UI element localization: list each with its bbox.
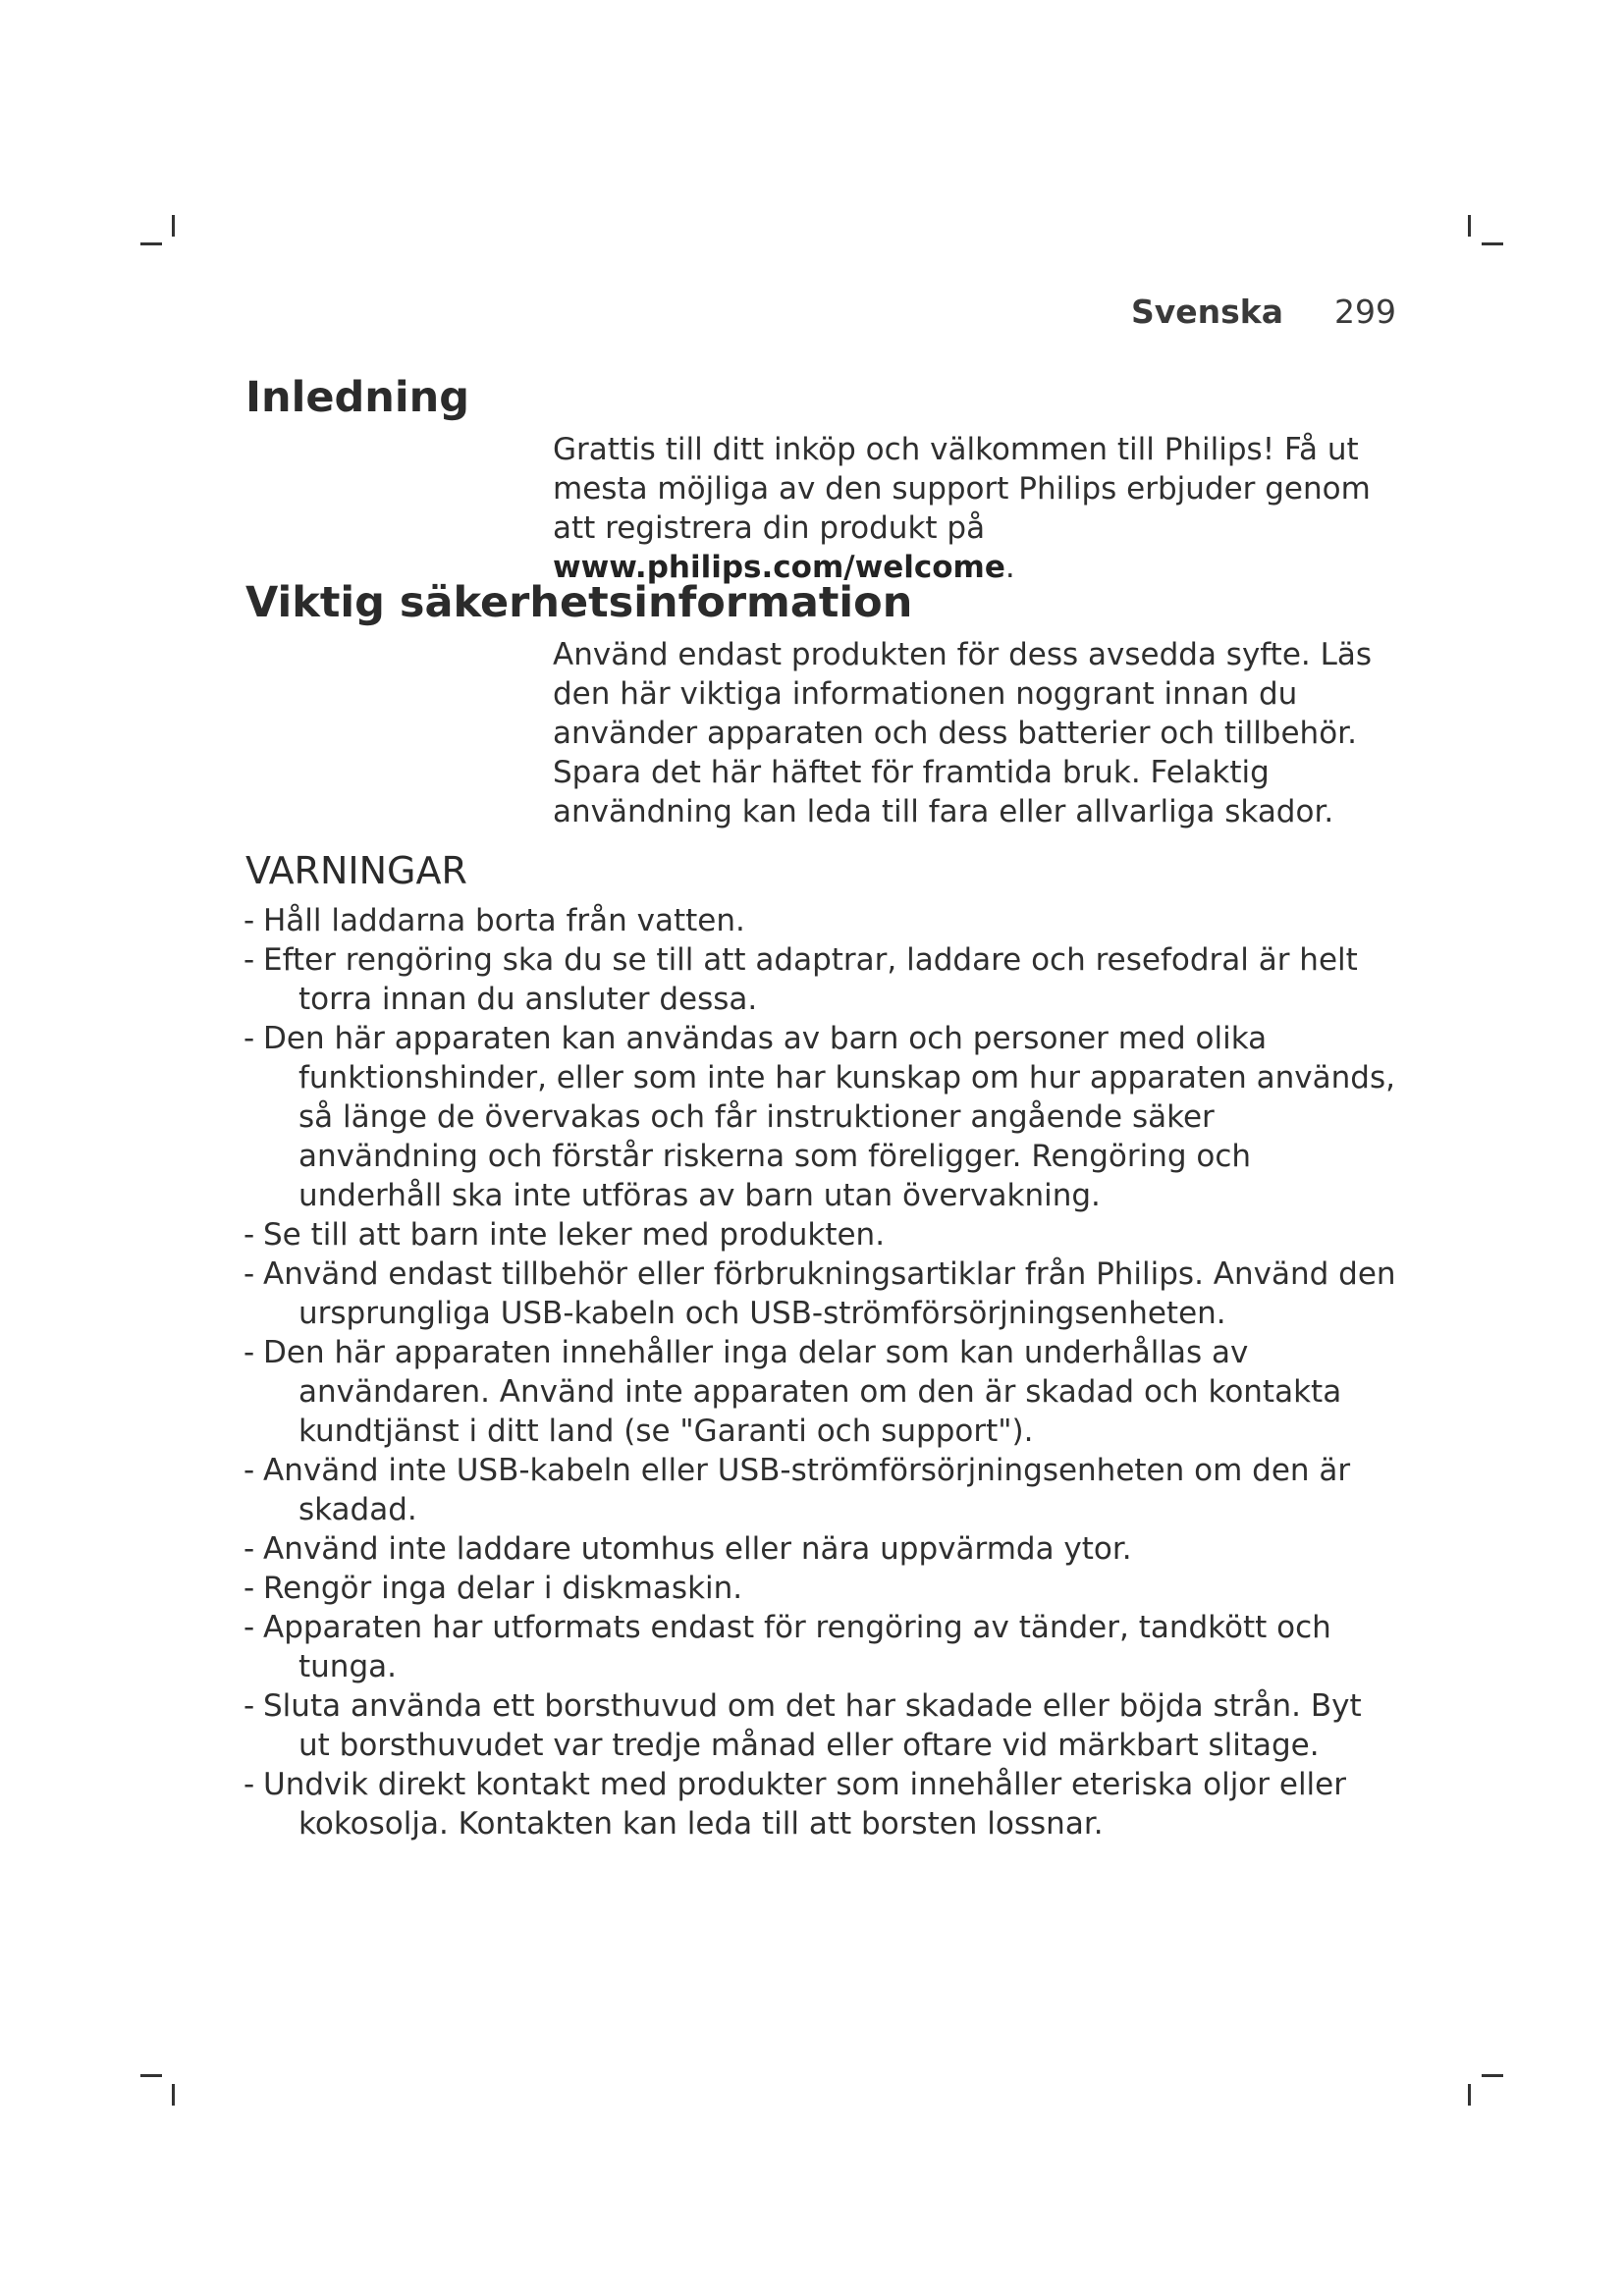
bullet-dash: -	[244, 1335, 255, 1370]
list-item: - Apparaten har utformats endast för rengöring av tänder, tandkött och tunga.	[244, 1610, 1331, 1684]
list-item: - Använd inte USB-kabeln eller USB-strömförsörjningsenheten om den är skadad.	[244, 1453, 1351, 1527]
intro-heading: Inledning	[245, 373, 470, 422]
intro-paragraph	[553, 430, 1407, 587]
crop-mark	[1482, 242, 1503, 245]
welcome-link[interactable]: www.philips.com/welcome	[553, 550, 1005, 585]
list-item: - Sluta använda ett borsthuvud om det har skadade eller böjda strån. Byt ut borsthuvudet var tredje månad eller oftare vid märkbart slitage.	[244, 1688, 1362, 1763]
page-number: 299	[1334, 293, 1396, 331]
warnings-heading: VARNINGAR	[245, 849, 467, 892]
crop-mark	[1468, 215, 1471, 237]
bullet-dash: -	[244, 1531, 255, 1567]
bullet-dash: -	[244, 1217, 255, 1253]
crop-mark	[172, 2084, 175, 2106]
list-item: - Den här apparaten kan användas av barn och personer med olika funktionshinder, eller som inte har kunskap om hur apparaten används, så länge de övervakas och får instruktioner angående säker användning och förstår riskerna som föreligger. Rengöring och underhåll ska inte utföras av barn utan övervakning.	[244, 1021, 1395, 1213]
list-item: - Undvik direkt kontakt med produkter som innehåller eteriska oljor eller kokosolja. Kontakten kan leda till att borsten lossnar.	[244, 1767, 1346, 1842]
crop-mark	[140, 2074, 162, 2077]
bullet-dash: -	[244, 942, 255, 978]
warnings-list	[244, 901, 1402, 1843]
list-item: - Den här apparaten innehåller inga delar som kan underhållas av användaren. Använd inte apparaten om den är skadad och kontakta kundtjänst i ditt land (se "Garanti och support").	[244, 1335, 1342, 1449]
list-item: - Se till att barn inte leker med produkten.	[244, 1217, 886, 1253]
language-label: Svenska	[1130, 293, 1283, 331]
intro-text: Grattis till ditt inköp och välkommen till Philips! Få ut mesta möjliga av den support Philips erbjuder genom att registrera din produkt på	[553, 432, 1371, 546]
bullet-dash: -	[244, 1021, 255, 1056]
bullet-dash: -	[244, 1453, 255, 1488]
crop-mark	[1482, 2074, 1503, 2077]
safety-paragraph: Använd endast produkten för dess avsedda syfte. Läs den här viktiga informationen noggrant innan du använder apparaten och dess batterier och tillbehör. Spara det här häftet för framtida bruk. Felaktig användning kan leda till fara eller allvarliga skador.	[553, 637, 1373, 829]
intro-text-end: .	[1004, 550, 1015, 585]
bullet-dash: -	[244, 1688, 255, 1724]
list-item: - Rengör inga delar i diskmaskin.	[244, 1571, 743, 1606]
crop-mark	[140, 242, 162, 245]
list-item: - Efter rengöring ska du se till att adaptrar, laddare och resefodral är helt torra innan du ansluter dessa.	[244, 942, 1358, 1017]
bullet-dash: -	[244, 903, 255, 938]
list-item: - Håll laddarna borta från vatten.	[244, 903, 745, 938]
bullet-dash: -	[244, 1610, 255, 1645]
list-item: - Använd endast tillbehör eller förbrukningsartiklar från Philips. Använd den ursprungliga USB-kabeln och USB-strömförsörjningsenheten.	[244, 1256, 1396, 1331]
running-head	[1041, 293, 1396, 331]
bullet-dash: -	[244, 1767, 255, 1802]
list-item: - Använd inte laddare utomhus eller nära uppvärmda ytor.	[244, 1531, 1132, 1567]
crop-mark	[172, 215, 175, 237]
bullet-dash: -	[244, 1256, 255, 1292]
safety-heading: Viktig säkerhetsinformation	[245, 578, 913, 627]
crop-mark	[1468, 2084, 1471, 2106]
bullet-dash: -	[244, 1571, 255, 1606]
